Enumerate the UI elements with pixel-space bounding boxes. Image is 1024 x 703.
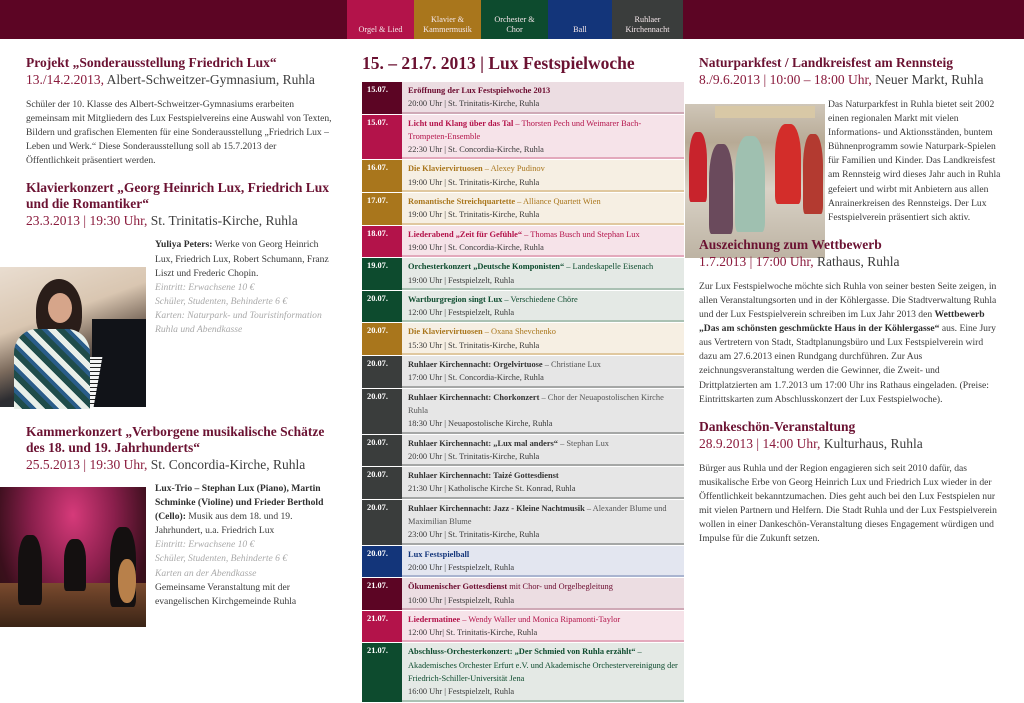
right-column bbox=[699, 44, 999, 546]
event-title: Romantische Streichquartette bbox=[408, 197, 516, 207]
dress-shape bbox=[14, 329, 90, 409]
tab-orgel-lied[interactable] bbox=[347, 0, 414, 39]
event-time-place: 19:00 Uhr | Festspielzelt, Ruhla bbox=[408, 275, 515, 285]
event-info bbox=[402, 467, 684, 499]
event-date: 21.07. bbox=[362, 643, 402, 701]
event-time-place: 12:00 Uhr| St. Trinitatis-Kirche, Ruhla bbox=[408, 628, 538, 638]
tab-label-line2: Orgel & Lied bbox=[358, 25, 403, 34]
event-place: Kulturhaus, Ruhla bbox=[820, 435, 923, 451]
event-performer: – Stephan Lux bbox=[558, 438, 609, 448]
musician-shape bbox=[18, 535, 42, 605]
section-subtitle bbox=[26, 212, 332, 229]
tab-ball[interactable] bbox=[548, 0, 612, 39]
schedule-row bbox=[362, 291, 684, 324]
festival-title bbox=[362, 52, 684, 74]
section-title: Klavierkonzert „Georg Heinrich Lux, Friedrich Lux und die Romantiker“ bbox=[26, 180, 329, 212]
event-performer: – Thomas Busch und Stephan Lux bbox=[522, 229, 640, 239]
event-info bbox=[402, 500, 684, 545]
event-title: Ökumenischer Gottesdienst bbox=[408, 582, 508, 592]
festival-name: Lux Festspielwoche bbox=[488, 53, 635, 73]
schedule-row bbox=[362, 160, 684, 193]
event-date: 15.07. bbox=[362, 115, 402, 160]
section-title: Dankeschön-Veranstaltung bbox=[699, 418, 856, 434]
event-performer: – Oxana Shevchenko bbox=[482, 327, 556, 337]
event-time-place: 20:00 Uhr | St. Trinitatis-Kirche, Ruhla bbox=[408, 451, 540, 461]
event-place: Neuer Markt, Ruhla bbox=[871, 72, 984, 87]
section-dankeschoen bbox=[699, 419, 999, 547]
event-title: Liederabend „Zeit für Gefühle“ bbox=[408, 229, 523, 239]
event-note: Gemeinsame Veranstaltung mit der evangelischen Kirchgemeinde Ruhla bbox=[155, 581, 297, 607]
tab-label-line2: Chor bbox=[506, 25, 523, 34]
event-date: 17.07. bbox=[362, 193, 402, 225]
event-date: 28.9.2013 | 14:00 Uhr, bbox=[699, 435, 821, 451]
tab-label-line2: Kammermusik bbox=[423, 25, 472, 34]
photo-trio bbox=[0, 487, 146, 627]
event-date: 23.3.2013 | 19:30 Uhr, bbox=[26, 213, 148, 229]
event-info bbox=[402, 226, 684, 258]
event-performer: – Alexey Pudinov bbox=[482, 164, 545, 174]
tab-label-line2: Kirchennacht bbox=[625, 25, 670, 34]
schedule-row bbox=[362, 323, 684, 356]
event-performer: – Verschiedene Chöre bbox=[502, 294, 578, 304]
event-performer: – Wendy Waller und Monica Ripamonti-Taylor bbox=[460, 614, 621, 624]
section-subtitle bbox=[26, 456, 332, 473]
ticket-info-1: Eintritt: Erwachsene 10 € bbox=[155, 281, 255, 293]
event-info bbox=[402, 323, 684, 355]
tab-label-line1: Klavier & bbox=[431, 15, 464, 24]
tab-klavier-kammermusik[interactable] bbox=[414, 0, 481, 39]
contest-name: Wettbewerb „Das am schönsten geschmückte Haus in der Köhlergasse“ bbox=[699, 309, 985, 335]
section-subtitle bbox=[699, 71, 999, 88]
event-date: 20.07. bbox=[362, 500, 402, 545]
event-date: 20.07. bbox=[362, 356, 402, 388]
event-title: Ruhlaer Kirchennacht: Jazz - Kleine Nachtmusik bbox=[408, 503, 585, 513]
ticket-info-2: Schüler, Studenten, Behinderte 6 € bbox=[155, 553, 288, 565]
event-description bbox=[155, 238, 332, 280]
schedule-row bbox=[362, 226, 684, 259]
photo-pianist bbox=[0, 267, 146, 407]
event-place: St. Trinitatis-Kirche, Ruhla bbox=[147, 213, 298, 229]
event-title: Ruhlaer Kirchennacht: Orgelvirtuose bbox=[408, 360, 543, 370]
program: Musik aus dem 18. und 19. Jahrhundert, u.a. Friedrich Lux bbox=[155, 511, 293, 537]
tab-orchester-chor[interactable] bbox=[481, 0, 548, 39]
event-time-place: 19:00 Uhr | St. Concordia-Kirche, Ruhla bbox=[408, 242, 544, 252]
section-naturparkfest bbox=[699, 55, 999, 225]
section-body: Das Naturparkfest in Ruhla bietet seit 2002 einen regionalen Markt mit vielen Informations- und Aktionsständen, buntem Bühnenprogramm sowie Naturpark-Spielen für Familien und Kinder. Das Landkreisfest am Rennsteig wird dieses Jahr auch in Ruhla gefeiert und wirbt mit Anbietern aus allen Anrainerkreisen des Rennsteigs. Der Lux Festspielverein präsentiert sich aktiv. bbox=[828, 99, 1001, 223]
event-title: Abschluss-Orchesterkonzert: „Der Schmied von Ruhla erzählt“ bbox=[408, 647, 636, 657]
event-time-place: 12:00 Uhr | Festspielzelt, Ruhla bbox=[408, 308, 515, 318]
event-performer: – Alexander Blume und Maximilian Blume bbox=[408, 503, 667, 527]
event-performer: – Thorsten Pech und Weimarer Bach-Trompeten-Ensemble bbox=[408, 118, 642, 141]
event-place: Albert-Schweitzer-Gymnasium, Ruhla bbox=[104, 72, 315, 87]
section-title: Auszeichnung zum Wettbewerb bbox=[699, 236, 882, 252]
event-performer: – Akademisches Orchester Erfurt e.V. und Akademische Orchestervereinigung der Friedrich-Schiller-Universität Jena bbox=[408, 647, 678, 683]
event-date: 21.07. bbox=[362, 611, 402, 643]
ticket-info-3: Karten: Naturpark- und Touristinformation Ruhla und Abendkasse bbox=[155, 309, 322, 336]
event-date: 8./9.6.2013 | 10:00 – 18:00 Uhr, bbox=[699, 72, 872, 87]
event-performer: – Landeskapelle Eisenach bbox=[564, 262, 654, 272]
event-info bbox=[402, 435, 684, 467]
event-time-place: 21:30 Uhr | Katholische Kirche St. Konrad, Ruhla bbox=[408, 484, 576, 494]
section-body bbox=[699, 280, 999, 407]
event-time-place: 23:00 Uhr | St. Trinitatis-Kirche, Ruhla bbox=[408, 530, 540, 540]
event-time-place: 16:00 Uhr | Festspielzelt, Ruhla bbox=[408, 687, 515, 697]
event-date: 20.07. bbox=[362, 435, 402, 467]
event-date: 21.07. bbox=[362, 578, 402, 610]
event-date: 18.07. bbox=[362, 226, 402, 258]
schedule-row bbox=[362, 467, 684, 500]
artist-name: Yuliya Peters: bbox=[155, 239, 213, 251]
schedule-row bbox=[362, 193, 684, 226]
body-text: aus. Eine Jury aus Vertretern von Stadt, Stadtplanungsbüro und Lux Festspielverein wird dazu am 27.6.2013 einen Rundgang durchführen. Zur Aus zeichnungsveranstaltung werden die Gewinner, die Zweit- und Drittplatzierten am 1.7.2013 um 17:00 Uhr ins Rathaus eingeladen. (Preise: Eintrittskarten zum Abschlusskonzert der Lux Festspielwoche). bbox=[699, 323, 996, 405]
event-title: Wartburgregion singt Lux bbox=[408, 294, 503, 304]
section-title: Projekt „Sonderausstellung Friedrich Lux“ bbox=[26, 55, 277, 70]
event-description bbox=[155, 482, 332, 538]
event-title: Die Klaviervirtuosen bbox=[408, 164, 483, 174]
event-time-place: 17:00 Uhr | St. Concordia-Kirche, Ruhla bbox=[408, 373, 544, 383]
event-title: Lux Festspielball bbox=[408, 549, 470, 559]
event-info bbox=[402, 115, 684, 160]
festival-schedule bbox=[362, 82, 684, 703]
event-date: 13./14.2.2013, bbox=[26, 72, 105, 87]
schedule-row bbox=[362, 643, 684, 702]
cello-shape bbox=[118, 559, 136, 603]
schedule-row bbox=[362, 356, 684, 389]
event-time-place: 19:00 Uhr | St. Trinitatis-Kirche, Ruhla bbox=[408, 177, 540, 187]
event-time-place: 10:00 Uhr | Festspielzelt, Ruhla bbox=[408, 595, 515, 605]
ticket-info-1: Eintritt: Erwachsene 10 € bbox=[155, 539, 255, 551]
section-body: Bürger aus Ruhla und der Region engagieren sich seit 2010 dafür, das musikalische Erbe von Georg Heinrich Lux und Friedrich Lux wieder in der Öffentlichkeit bekanntzumachen. Dies geht auch bei den Lux Festspielen nur mit vielen Partnern und Helfern. Die Stadt Ruhla und der Lux Festspielverein wollen in einer Dankeschön-Veranstaltung dieses Engagement würdigen und Impulse für die Zukunft setzen. bbox=[699, 462, 997, 545]
event-time-place: 18:30 Uhr | Neuapostolische Kirche, Ruhla bbox=[408, 419, 553, 429]
schedule-row bbox=[362, 82, 684, 115]
event-info bbox=[402, 258, 684, 290]
event-title: Ruhlaer Kirchennacht: Chorkonzert bbox=[408, 392, 540, 402]
section-subtitle bbox=[26, 71, 332, 88]
event-info bbox=[402, 291, 684, 323]
event-info bbox=[402, 389, 684, 434]
ticket-info-2: Schüler, Studenten, Behinderte 6 € bbox=[155, 295, 288, 307]
event-place: St. Concordia-Kirche, Ruhla bbox=[147, 457, 306, 472]
event-date: 1.7.2013 | 17:00 Uhr, bbox=[699, 253, 814, 269]
schedule-row bbox=[362, 500, 684, 546]
schedule-row bbox=[362, 435, 684, 468]
musician-shape bbox=[64, 539, 86, 591]
event-date: 20.07. bbox=[362, 323, 402, 355]
event-date: 16.07. bbox=[362, 160, 402, 192]
schedule-row bbox=[362, 546, 684, 579]
schedule-row bbox=[362, 389, 684, 435]
artist-name: Lux-Trio – Stephan Lux (Piano), Martin Schminke (Violine) und Frieder Berthold (Cello): bbox=[155, 483, 324, 523]
event-time-place: 20:00 Uhr | Festspielzelt, Ruhla bbox=[408, 562, 515, 572]
face-shape bbox=[48, 293, 72, 323]
event-performer: mit Chor- und Orgelbegleitung bbox=[507, 582, 613, 592]
body-text: Zur Lux Festspielwoche möchte sich Ruhla von seiner besten Seite zeigen, in allen Veranstaltungsorten und in der Köhlergasse. Die Stadtverwaltung Ruhla und der Lux Festspielverein schreiben im Lux Jahr 2013 den bbox=[699, 280, 997, 321]
event-date: 20.07. bbox=[362, 467, 402, 499]
schedule-row bbox=[362, 578, 684, 611]
event-info bbox=[402, 643, 684, 701]
schedule-row bbox=[362, 115, 684, 161]
event-time-place: 15:30 Uhr | St. Trinitatis-Kirche, Ruhla bbox=[408, 340, 540, 350]
section-wettbewerb bbox=[699, 237, 999, 407]
category-tabs bbox=[347, 0, 683, 39]
ticket-info-3: Karten an der Abendkasse bbox=[155, 567, 257, 579]
event-time-place: 19:00 Uhr | St. Trinitatis-Kirche, Ruhla bbox=[408, 210, 540, 220]
event-place: Rathaus, Ruhla bbox=[813, 253, 900, 269]
event-info bbox=[402, 82, 684, 114]
tab-ruhlaer-kirchennacht[interactable] bbox=[612, 0, 683, 39]
event-time-place: 22:30 Uhr | St. Concordia-Kirche, Ruhla bbox=[408, 145, 544, 155]
event-info bbox=[402, 611, 684, 643]
section-subtitle bbox=[699, 253, 999, 270]
event-title: Licht und Klang über das Tal bbox=[408, 118, 514, 128]
event-date: 19.07. bbox=[362, 258, 402, 290]
event-date: 20.07. bbox=[362, 546, 402, 578]
tab-label-line1: Ruhlaer bbox=[634, 15, 661, 24]
event-info bbox=[402, 546, 684, 578]
event-date: 25.5.2013 | 19:30 Uhr, bbox=[26, 457, 148, 472]
program: Werke von Georg Heinrich Lux, Friedrich Lux, Robert Schumann, Franz Liszt und Frederic Chopin. bbox=[155, 239, 329, 279]
schedule-row bbox=[362, 258, 684, 291]
section-subtitle bbox=[699, 435, 999, 452]
event-date: 20.07. bbox=[362, 291, 402, 323]
event-info bbox=[402, 160, 684, 192]
section-title: Naturparkfest / Landkreisfest am Rennsteig bbox=[699, 55, 953, 70]
event-performer: – Chor der Neuapostolischen Kirche Ruhla bbox=[408, 392, 664, 415]
event-info bbox=[402, 193, 684, 225]
tab-label-line2: Ball bbox=[573, 25, 587, 34]
event-date: 15.07. bbox=[362, 82, 402, 114]
section-sonderausstellung bbox=[26, 55, 332, 168]
festival-dates: 15. – 21.7. 2013 | bbox=[362, 53, 489, 73]
event-info bbox=[402, 578, 684, 610]
event-info bbox=[402, 356, 684, 388]
event-performer: – Alliance Quartett Wien bbox=[515, 197, 601, 207]
event-performer: – Christiane Lux bbox=[542, 360, 601, 370]
event-title: Ruhlaer Kirchennacht: Taizé Gottesdienst bbox=[408, 471, 559, 481]
event-date: 20.07. bbox=[362, 389, 402, 434]
middle-column bbox=[362, 44, 684, 74]
section-title: Kammerkonzert „Verborgene musikalische Schätze des 18. und 19. Jahrhunderts“ bbox=[26, 424, 325, 455]
event-time-place: 20:00 Uhr | St. Trinitatis-Kirche, Ruhla bbox=[408, 99, 540, 109]
section-body: Schüler der 10. Klasse des Albert-Schweitzer-Gymnasiums erarbeiten gemeinsam mit Mitgliedern des Lux Festspielvereins eine Auswahl von Texten, Bildern und grafischen Elementen für eine Sonderausstellung „Friedrich Lux – Leben und Werk.“ Diese Sonderausstellung soll ab 15.7.2013 der Öffentlichkeit präsentiert werden. bbox=[26, 99, 332, 167]
event-title: Eröffnung der Lux Festspielwoche 2013 bbox=[408, 86, 551, 95]
tab-label-line1: Orchester & bbox=[494, 15, 535, 24]
schedule-row bbox=[362, 611, 684, 644]
event-title: Liedermatinee bbox=[408, 614, 461, 624]
event-title: Die Klaviervirtuosen bbox=[408, 327, 483, 337]
event-title: Orchesterkonzert „Deutsche Komponisten“ bbox=[408, 262, 565, 272]
event-title: Ruhlaer Kirchennacht: „Lux mal anders“ bbox=[408, 438, 558, 448]
